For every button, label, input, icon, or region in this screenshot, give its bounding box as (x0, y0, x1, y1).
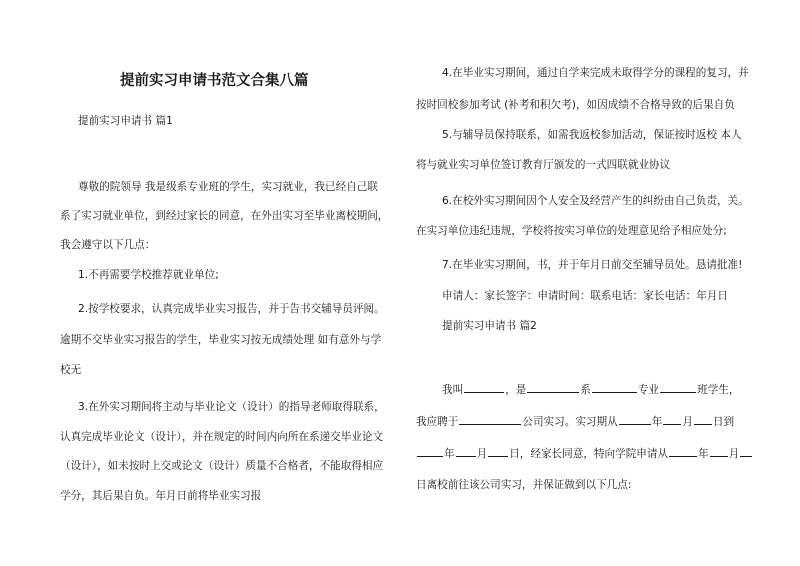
form-text: 年 (651, 416, 663, 428)
blank-start-month (663, 414, 681, 425)
item-7: 7.在毕业实习期间，书，并于年月日前交至辅导员处。恳请批准! (442, 259, 743, 271)
item-3-line-1: 3.在外实习期间将主动与毕业论文（设计）的指导老师取得联系， (78, 401, 385, 413)
greeting-line-3: 我会遵守以下几点： (60, 239, 156, 251)
form-line-4: 日离校前往该公司实习，并保证做到以下几点: (416, 479, 632, 491)
section2-heading: 提前实习申请书 篇2 (442, 320, 537, 332)
form-text: 我叫 (442, 384, 464, 396)
item-5-line-2: 将与就业实习单位签订教育厅颁发的一式四联就业协议 (416, 159, 671, 171)
item-2-line-1: 2.按学校要求，认真完成毕业实习报告，并于告书交辅导员评阅。 (78, 303, 385, 315)
item-5-line-1: 5.与辅导员保持联系，如需我返校参加活动，保证按时返校 本人 (442, 129, 742, 141)
form-text: 公司实习。实习期从 (522, 416, 618, 428)
blank-end-year (417, 446, 443, 457)
blank-end-month (456, 446, 476, 457)
blank-end-day (488, 446, 508, 457)
blank-class (660, 382, 696, 393)
form-text: 年 (444, 448, 455, 460)
blank-leave-month (710, 446, 728, 457)
item-3-line-2: 认真完成毕业论文（设计），并在规定的时间内向所在系递交毕业论文 (60, 431, 384, 443)
blank-department (527, 382, 579, 393)
item-3-line-4: 学分，其后果自负。年月日前将毕业实习报 (60, 490, 262, 502)
form-text: 月 (682, 416, 693, 428)
form-text: 系 (580, 384, 591, 396)
form-text: 我应聘于 (416, 416, 459, 428)
blank-leave-day (740, 446, 752, 457)
form-line-2 (416, 414, 734, 429)
item-3-line-3: （设计），如未按时上交或论文（设计）质量不合格者，不能取得相应 (60, 460, 384, 472)
signature-line: 申请人：家长签字：申请时间：联系电话：家长电话：年月日 (442, 290, 729, 302)
item-4-line-1: 4.在毕业实习期间，通过自学来完成未取得学分的课程的复习，并 (442, 67, 749, 79)
form-text: 月 (476, 448, 488, 460)
form-line-3 (416, 446, 753, 461)
blank-start-year (619, 414, 651, 425)
form-text: 日到 (712, 416, 735, 428)
form-text: 专业 (637, 384, 660, 396)
blank-name (464, 382, 504, 393)
form-text: 年 (698, 448, 709, 460)
form-text: ，是 (505, 384, 527, 396)
item-6-line-2: 在实习单位违纪违规，学校将按实习单位的处理意见给予相应处分; (416, 225, 727, 237)
greeting-line-1: 尊敬的院领导 我是级系专业班的学生，实习就业，我已经自己联 (78, 181, 378, 193)
blank-major (592, 382, 637, 393)
form-text: 班学生， (697, 384, 740, 396)
blank-leave-year (669, 446, 697, 457)
section1-heading: 提前实习申请书 篇1 (78, 115, 173, 127)
blank-company (459, 414, 521, 425)
document-title: 提前实习申请书范文合集八篇 (120, 72, 309, 89)
item-4-line-2: 按时回校参加考试 (补考和积欠考)，如因成绩不合格导致的后果自负 (416, 99, 735, 111)
form-line-1 (442, 382, 740, 397)
item-2-line-2: 逾期不交毕业实习报告的学生，毕业实习按无成绩处理 如有意外与学 (60, 334, 382, 346)
item-6-line-1: 6.在校外实习期间因个人安全及经营产生的纠纷由自己负责，关。 (442, 195, 749, 207)
form-text: 月 (728, 448, 740, 460)
item-2-line-3: 校无 (60, 364, 82, 376)
item-1: 1.不再需要学校推荐就业单位; (78, 269, 219, 281)
blank-start-day (694, 414, 712, 425)
greeting-line-2: 系了实习就业单位，到经过家长的同意，在外出实习至毕业离校期间， (60, 210, 389, 222)
form-text: 日，经家长同意，特向学院申请从 (509, 448, 669, 460)
